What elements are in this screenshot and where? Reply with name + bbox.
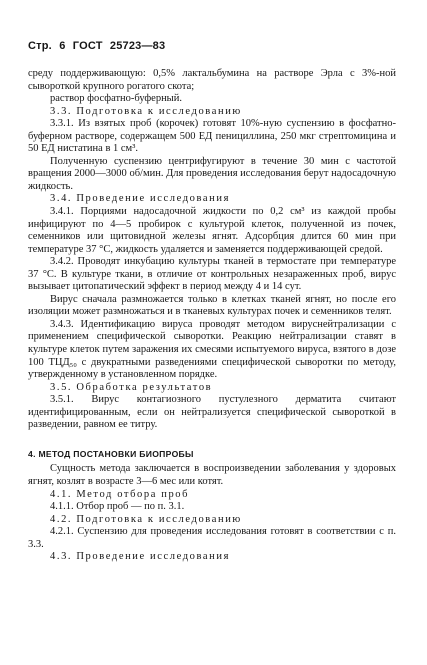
document-body	[28, 68, 396, 564]
paragraph: Полученную суспензию центрифугируют в течение 30 мин с частотой вращения 2000—3000 об/мин. Для проведения исследования берут надосадочную жидкость.	[28, 155, 396, 192]
standard-number: 25723—83	[109, 40, 166, 52]
paragraph: 3.5.1. Вирус контагиозного пустулезного дерматита считают идентифицированным, если он нейтрализуется специфической сывороткой в разведении, равном ее титру.	[28, 394, 396, 431]
paragraph: 3.4.3. Идентификацию вируса проводят методом вируснейтрализации с применением специфической сыворотки. Реакцию нейтрализации ставят в культуре клеток путем заражения их смесями испытуемого вируса, взятого в дозе 100 ТЦД₅₀ с двукратными разведениями специфической сыворотки по методу, утвержденному в установленном порядке.	[28, 318, 396, 381]
page-number: 6	[59, 40, 66, 52]
subsection-heading: 3.3. Подготовка к исследованию	[50, 105, 242, 117]
subsection-heading: 3.5. Обработка результатов	[50, 381, 213, 393]
paragraph: Вирус сначала размножается только в клетках тканей ягнят, но после его изоляции может размножаться и в тканевых культурах почек и семенников телят.	[28, 293, 396, 318]
subsection-heading: 4.2. Подготовка к исследованию	[50, 513, 242, 525]
subsection-heading: 3.4. Проведение исследования	[50, 193, 231, 205]
paragraph: раствор фосфатно-буферный.	[50, 93, 182, 105]
subsection-heading: 4.1. Метод отбора проб	[50, 488, 190, 500]
paragraph: Сущность метода заключается в воспроизведении заболевания у здоровых ягнят, козлят в возрасте 3—6 мес или котят.	[28, 463, 396, 487]
page-prefix: Стр.	[28, 40, 52, 52]
standard-label: ГОСТ	[72, 40, 103, 52]
subsection-heading: 4.3. Проведение исследования	[50, 551, 231, 563]
section-title: 4. МЕТОД ПОСТАНОВКИ БИОПРОБЫ	[28, 448, 194, 459]
paragraph: 4.2.1. Суспензию для проведения исследования готовят в соответствии с п. 3.3.	[28, 526, 396, 550]
paragraph: 3.3.1. Из взятых проб (корочек) готовят 10%-ную суспензию в фосфатно-буферном растворе, содержащем 500 ЕД пенициллина, 250 мкг стрептомицина и 50 ЕД нистатина в 1 см³.	[28, 118, 396, 155]
page-header	[28, 40, 169, 52]
paragraph: 3.4.1. Порциями надосадочной жидкости по 0,2 см³ из каждой пробы инфицируют по 4—5 пробирок с культурой клеток, полученной из почек, семенников или щитовидной железы ягнят. Адсорбция длится 60 мин при температуре 37 °С, жидкость удаляется и заменяется поддерживающей средой.	[28, 206, 396, 255]
paragraph: среду поддерживающую: 0,5% лактальбумина на растворе Эрла с 3%-ной сывороткой крупного рогатого скота;	[28, 68, 396, 92]
paragraph: 4.1.1. Отбор проб — по п. 3.1.	[50, 501, 185, 513]
paragraph: 3.4.2. Проводят инкубацию культуры тканей в термостате при температуре 37 °С. В культуре ткани, в отличие от контрольных незараженных проб, вирус вызывает цитопатический эффект в период между 4 и 14 сут.	[28, 256, 396, 293]
